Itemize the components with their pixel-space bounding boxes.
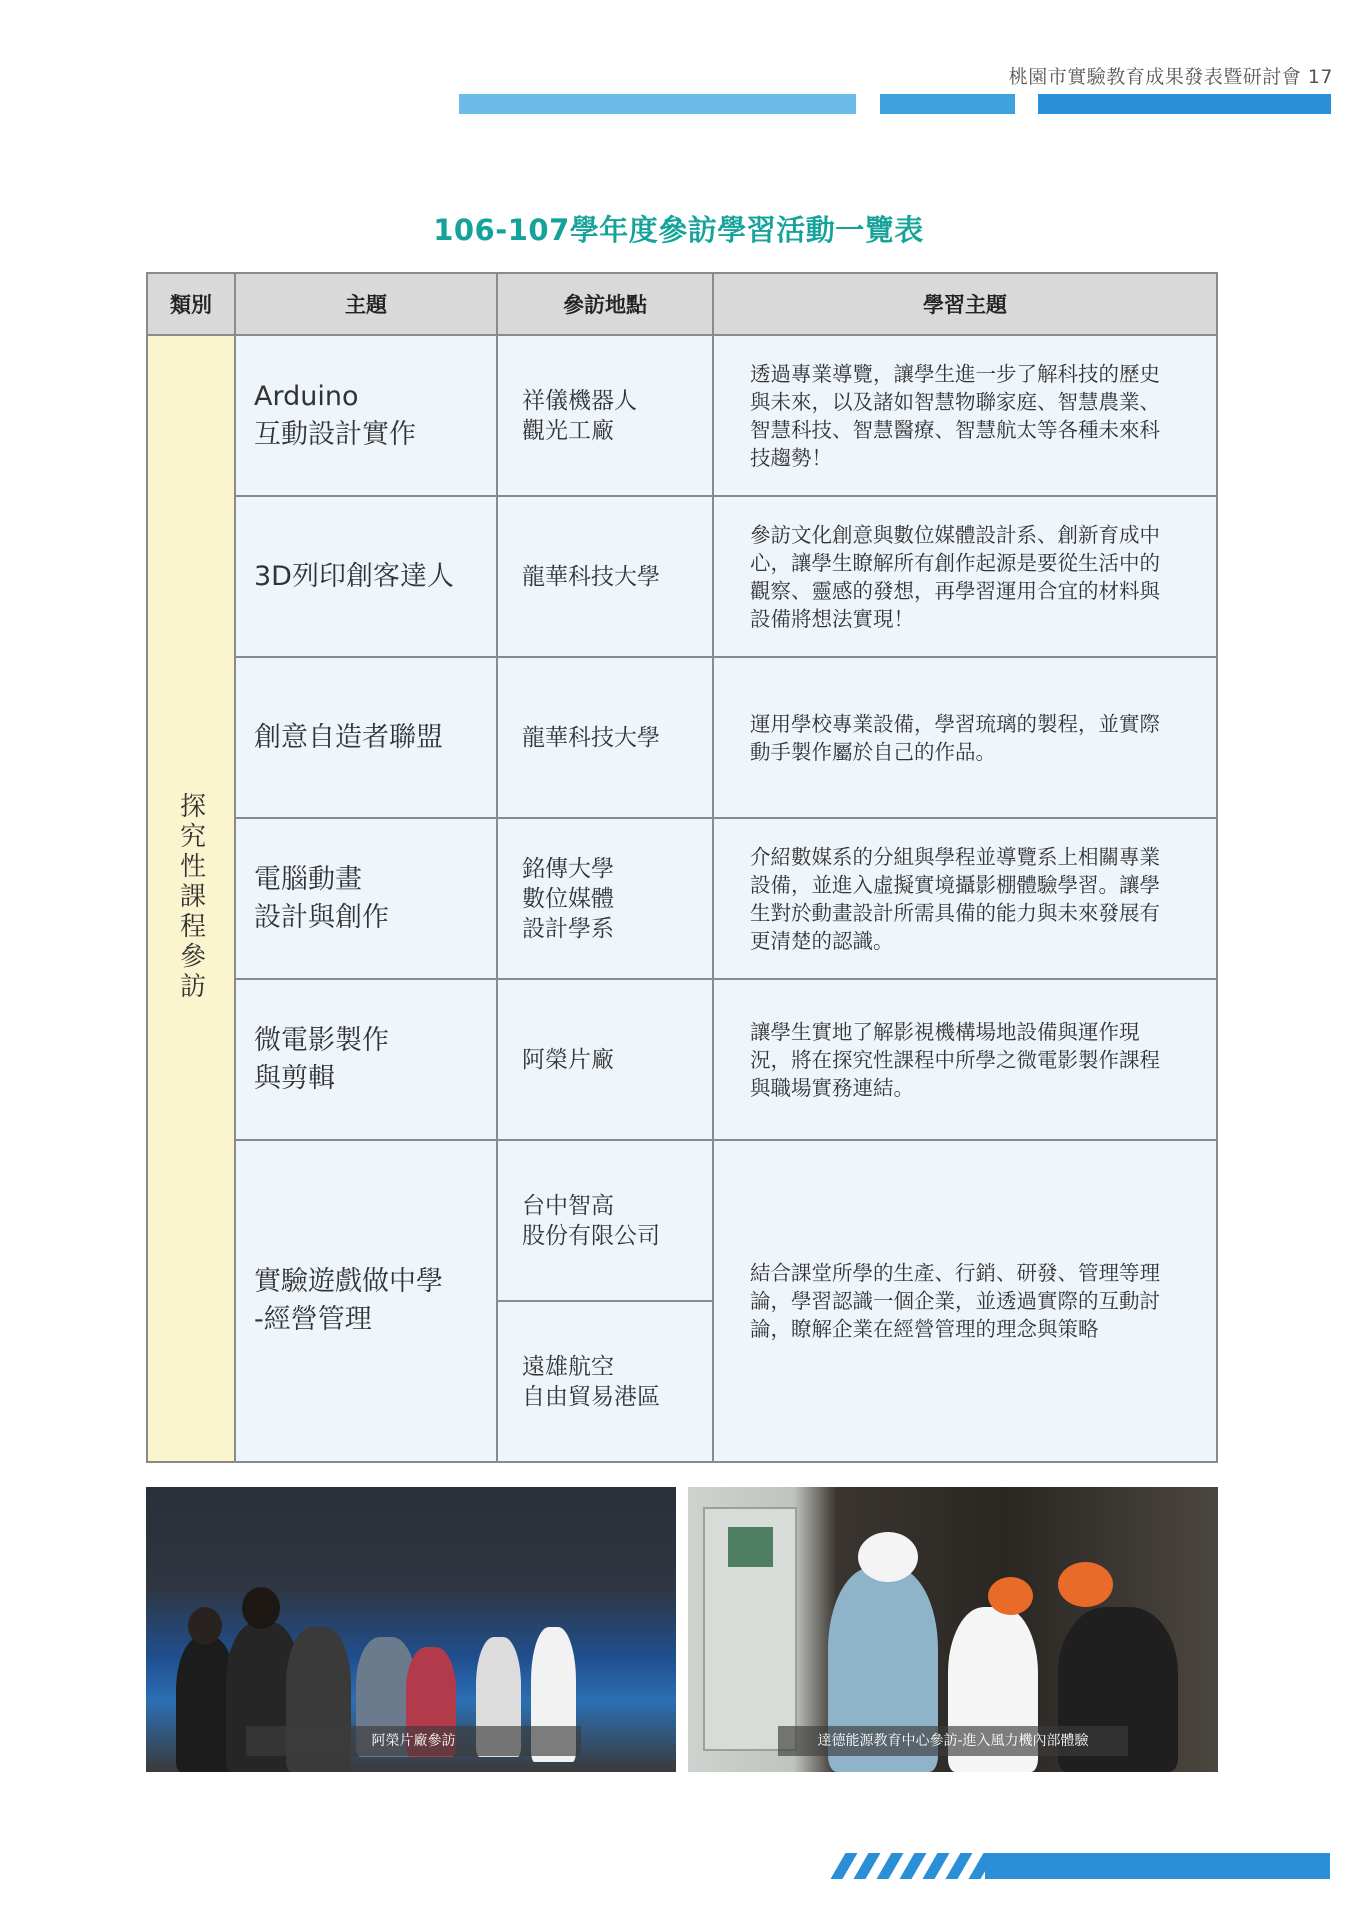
description-cell: 結合課堂所學的生產、行銷、研發、管理等理論，學習認識一個企業，並透過實際的互動討論，瞭解企業在經營管理的理念與策略 — [713, 1140, 1217, 1462]
category-label: 探究性課程參訪 — [175, 791, 206, 1002]
location-cell: 龍華科技大學 — [497, 657, 713, 818]
person-head — [188, 1607, 222, 1645]
table-row — [147, 979, 1217, 1140]
hard-hat — [1058, 1562, 1113, 1607]
hard-hat — [858, 1532, 918, 1582]
header-learning: 學習主題 — [713, 273, 1217, 335]
table-header-row — [147, 273, 1217, 335]
header-bar-1 — [459, 94, 856, 114]
description-cell: 參訪文化創意與數位媒體設計系、創新育成中心，讓學生瞭解所有創作起源是要從生活中的觀察、靈感的發想，再學習運用合宜的材料與設備將想法實現！ — [713, 496, 1217, 657]
header-location: 參訪地點 — [497, 273, 713, 335]
topic-cell: 3D列印創客達人 — [235, 496, 497, 657]
topic-cell: Arduino 互動設計實作 — [235, 335, 497, 496]
topic-cell: 微電影製作 與剪輯 — [235, 979, 497, 1140]
category-cell — [147, 335, 235, 1462]
stripe — [853, 1853, 880, 1879]
description-cell: 運用學校專業設備，學習琉璃的製程，並實際動手製作屬於自己的作品。 — [713, 657, 1217, 818]
document-title: 106-107學年度參訪學習活動一覽表 — [433, 213, 924, 247]
location-cell-2: 遠雄航空 自由貿易港區 — [497, 1301, 713, 1462]
description-cell: 介紹數媒系的分組與學程並導覽系上相關專業設備，並進入虛擬實境攝影棚體驗學習。讓學生對於動畫設計所需具備的能力與未來發展有更清楚的認識。 — [713, 818, 1217, 979]
person-head — [242, 1587, 280, 1629]
description-cell: 透過專業導覽，讓學生進一步了解科技的歷史與未來，以及諸如智慧物聯家庭、智慧農業、智慧科技、智慧醫療、智慧航太等各種未來科技趨勢！ — [713, 335, 1217, 496]
page-header: 桃園市實驗教育成果發表暨研討會 17 — [1008, 66, 1333, 88]
photo-caption: 達德能源教育中心參訪-進入風力機內部體驗 — [778, 1726, 1128, 1756]
topic-cell: 創意自造者聯盟 — [235, 657, 497, 818]
location-cell: 祥儀機器人 觀光工廠 — [497, 335, 713, 496]
footer-bar — [985, 1853, 1330, 1879]
photo-wind-turbine-visit — [688, 1487, 1218, 1772]
stripe — [876, 1853, 903, 1879]
description-cell: 讓學生實地了解影視機構場地設備與運作現況，將在探究性課程中所學之微電影製作課程與職場實務連結。 — [713, 979, 1217, 1140]
hard-hat — [988, 1577, 1033, 1615]
header-bar-2 — [880, 94, 1015, 114]
table-row — [147, 657, 1217, 818]
photo-studio-visit — [146, 1487, 676, 1772]
location-cell: 銘傳大學 數位媒體 設計學系 — [497, 818, 713, 979]
location-cell: 阿榮片廠 — [497, 979, 713, 1140]
header-bar-3 — [1038, 94, 1331, 114]
stripe — [945, 1853, 972, 1879]
header-category: 類別 — [147, 273, 235, 335]
table-row — [147, 1140, 1217, 1301]
photo-caption: 阿榮片廠參訪 — [246, 1726, 581, 1756]
header-topic: 主題 — [235, 273, 497, 335]
topic-cell: 實驗遊戲做中學 -經營管理 — [235, 1140, 497, 1462]
panel-display — [728, 1527, 773, 1567]
stripe — [922, 1853, 949, 1879]
location-cell: 台中智高 股份有限公司 — [497, 1140, 713, 1301]
table-row — [147, 335, 1217, 496]
table-row — [147, 818, 1217, 979]
table-row — [147, 496, 1217, 657]
activity-table — [146, 272, 1218, 1463]
stripe — [899, 1853, 926, 1879]
topic-cell: 電腦動畫 設計與創作 — [235, 818, 497, 979]
stripe — [830, 1853, 857, 1879]
location-cell: 龍華科技大學 — [497, 496, 713, 657]
